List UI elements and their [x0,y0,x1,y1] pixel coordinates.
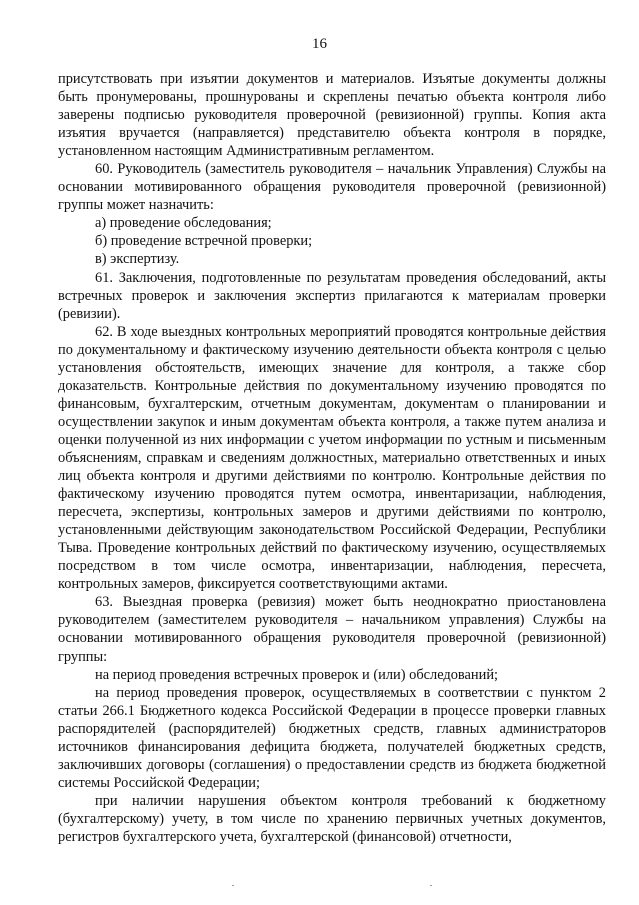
list-item-c: в) экспертизу. [95,251,180,268]
list-item-a: а) проведение обследования; [95,215,272,232]
paragraph-continuation: присутствовать при изъятии документов и материалов. Изъятые документы должны быть пронумерованы, прошнурованы и скреплены печатью объекта контроля либо заверены подписью руководителя проверочной (ревизионной) группы. Копия акта изъятия вручается (направляется) представителю объекта контроля в порядке, установленном настоящим Административным регламентом. [58,71,606,160]
document-body [58,70,606,846]
list-item-b: б) проведение встречной проверки; [95,233,313,250]
page-number: 16 [312,36,327,52]
paragraph-60: 60. Руководитель (заместитель руководителя – начальник Управления) Службы на основании мотивированного обращения руководителя проверочной (ревизионной) группы может назначить: [58,161,606,214]
paragraph-62: 62. В ходе выездных контрольных мероприятий проводятся контрольные действия по документальному и фактическому изучению деятельности объекта контроля с целью установления обстоятельств, имеющих значение для контроля, а также сбор доказательств. Контрольные действия по документальному изучению проводятся по финансовым, бухгалтерским, отчетным документам, документам о планировании и осуществлении закупок и иным документам объекта контроля, а также путем анализа и оценки полученной из них информации с учетом информации по устным и письменным объяснениям, справкам и сведениям должностных, материально ответственных и иных лиц объекта контроля и другими действиями по контролю. Контрольные действия по фактическому изучению проводятся путем осмотра, инвентаризации, наблюдения, пересчета, экспертизы, контрольных замеров и другими действиями по контролю, установленными действующим законодательством Российской Федерации, Республики Тыва. Проведение контрольных действий по фактическому изучению, осуществляемых посредством в том числе осмотра, инвентаризации, наблюдения, пересчета, контрольных замеров, фиксируется соответствующими актами. [58,323,606,593]
paragraph-63-clause-3: при наличии нарушения объектом контроля требований к бюджетному (бухгалтерскому) учету, в том числе по хранению первичных учетных документов, регистров бухгалтерского учета, бухгалтерской (финансовой) отчетности, [58,792,606,845]
paragraph-63-clause-2: на период проведения проверок, осуществляемых в соответствии с пунктом 2 статьи 266.1 Бюджетного кодекса Российской Федерации в процессе проверки главных распорядителей (распорядителей) бюджетных средств, главных администраторов источников финансирования дефицита бюджета, получателей бюджетных средств, заключивших договоры (соглашения) о предоставлении средств из бюджета бюджетной системы Российской Федерации; [58,684,606,791]
paragraph-61: 61. Заключения, подготовленные по результатам проведения обследований, акты встречных проверок и заключения экспертиз прилагаются к материалам проверки (ревизии). [58,269,606,322]
paragraph-63-clause-1: на период проведения встречных проверок и (или) обследований; [95,666,499,683]
paragraph-63: 63. Выездная проверка (ревизия) может быть неоднократно приостановлена руководителем (заместителем руководителя – начальником управления) Службы на основании мотивированного обращения руководителя проверочной (ревизионной) группы: [58,594,606,665]
scan-speck [232,885,234,886]
scan-speck [430,885,432,886]
